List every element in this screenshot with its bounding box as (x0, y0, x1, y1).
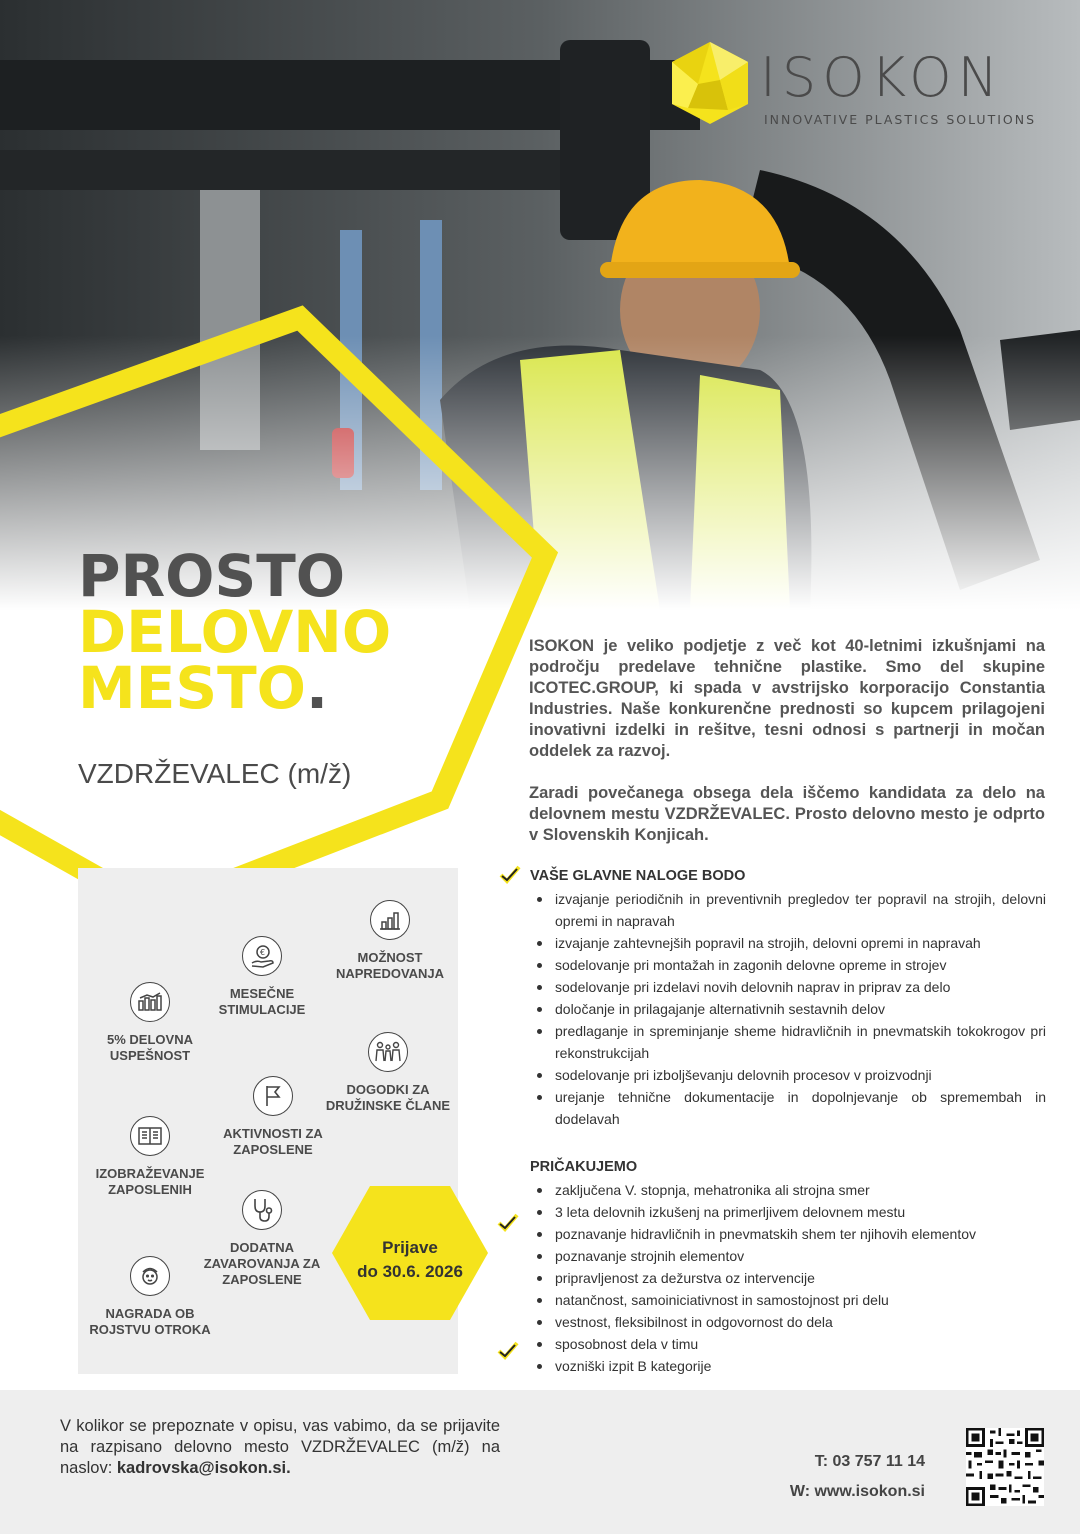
stethoscope-icon (242, 1190, 282, 1230)
growth-chart-icon (370, 900, 410, 940)
list-item: pripravljenost za dežurstva oz intervencije (530, 1267, 1046, 1289)
benefit-label: NAGRADA OB ROJSTVU OTROKA (89, 1306, 211, 1337)
benefit-label: DODATNA ZAVAROVANJA ZA ZAPOSLENE (203, 1240, 321, 1287)
list-item: izvajanje zahtevnejših popravil na strojih, delovni opremi in napravah (530, 932, 1046, 954)
list-item: sodelovanje pri izboljševanju delovnih procesov v proizvodnji (530, 1064, 1046, 1086)
apply-line-2: do 30.6. 2026 (357, 1262, 463, 1281)
list-item: sodelovanje pri montažah in zagonih delovne opreme in strojev (530, 954, 1046, 976)
check-icon (496, 1340, 520, 1362)
page-title (78, 542, 392, 722)
contact-phone: T: 03 757 11 14 (814, 1453, 925, 1470)
list-item: vestnost, fleksibilnost in odgovornost do dela (530, 1311, 1046, 1333)
list-item: sposobnost dela v timu (530, 1333, 1046, 1355)
expect-list (530, 1179, 1046, 1377)
tasks-list (530, 888, 1046, 1130)
title-dot: . (305, 654, 329, 722)
footer-invitation (60, 1416, 500, 1479)
qr-code-icon[interactable] (966, 1428, 1044, 1506)
footer-text: V kolikor se prepoznate v opisu, vas vabimo, da se prijavite na razpisano delovno mesto VZDRŽEVALEC (m/ž) na naslov: (60, 1417, 500, 1477)
list-item: izvajanje periodičnih in preventivnih pregledov ter popravil na strojih, delovni opremi in napravah (530, 888, 1046, 932)
title-line-3: MESTO (78, 654, 306, 722)
benefit-label: 5% DELOVNA USPEŠNOST (107, 1032, 193, 1063)
apply-deadline (330, 1236, 490, 1284)
list-item: vozniški izpit B kategorije (530, 1355, 1046, 1377)
list-item: sodelovanje pri izdelavi novih delovnih naprav in priprav za delo (530, 976, 1046, 998)
benefit-label: MOŽNOST NAPREDOVANJA (335, 950, 445, 981)
benefit-education (80, 1116, 220, 1198)
flag-icon (253, 1076, 293, 1116)
check-icon (496, 1212, 520, 1234)
company-intro (529, 636, 1045, 846)
logo-tagline: INNOVATIVE PLASTICS SOLUTIONS (764, 112, 1037, 127)
intro-paragraph-2: Zaradi povečanega obsega dela iščemo kandidata za delo na delovnem mestu VZDRŽEVALEC. Prosto delovno mesto je odprto v Slovenskih Konjicah. (529, 784, 1045, 844)
list-item: urejanje tehnične dokumentacije in dopolnjevanje ob spremembah in dodelavah (530, 1086, 1046, 1130)
apply-line-1: Prijave (382, 1238, 438, 1257)
expect-heading: PRIČAKUJEMO (530, 1159, 638, 1175)
list-item: predlaganje in spreminjanje sheme hidravličnih in pnevmatskih tokokrogov pri rekonstrukcijah (530, 1020, 1046, 1064)
benefit-label: DOGODKI ZA DRUŽINSKE ČLANE (325, 1082, 451, 1113)
svg-text:€: € (260, 948, 266, 957)
benefit-stimulation (192, 936, 332, 1018)
baby-icon (130, 1256, 170, 1296)
list-item: zaključena V. stopnja, mehatronika ali strojna smer (530, 1179, 1046, 1201)
benefit-label: IZOBRAŽEVANJE ZAPOSLENIH (95, 1166, 205, 1197)
chart-bars-icon (130, 982, 170, 1022)
tasks-heading: VAŠE GLAVNE NALOGE BODO (530, 868, 746, 884)
contact-email-link[interactable]: kadrovska@isokon.si. (116, 1459, 291, 1477)
title-line-2: DELOVNO (78, 598, 392, 666)
list-item: poznavanje strojnih elementov (530, 1245, 1046, 1267)
book-icon (130, 1116, 170, 1156)
check-icon (498, 864, 522, 886)
family-icon (368, 1032, 408, 1072)
logo-wordmark: ISOKON (760, 46, 1005, 109)
position-title: VZDRŽEVALEC (m/ž) (78, 758, 352, 789)
list-item: natančnost, samoiniciativnost in samostojnost pri delu (530, 1289, 1046, 1311)
intro-paragraph-1: ISOKON je veliko podjetje z več kot 40-letnimi izkušnjami na področju predelave tehnične plastike. Smo del skupine ICOTEC.GROUP, ki spada v avstrijsko korporacijo Constantia Industries. Naše konkurenčne prednosti so kupcem prilagojeni inovativni izdelki in rešitve, tesni odnosi s partnerji in močan oddelek za razvoj. (529, 637, 1045, 760)
benefit-advancement (320, 900, 460, 982)
list-item: poznavanje hidravličnih in pnevmatskih shem ter njihovih elementov (530, 1223, 1046, 1245)
benefit-activities (203, 1076, 343, 1158)
logo-hexagon-icon (668, 40, 752, 126)
isokon-logo (668, 40, 1048, 130)
contact-web-link[interactable]: W: www.isokon.si (789, 1483, 925, 1500)
benefit-birth-reward (80, 1256, 220, 1338)
title-line-1: PROSTO (78, 542, 346, 610)
list-item: 3 leta delovnih izkušenj na primerljivem delovnem mestu (530, 1201, 1046, 1223)
benefit-label: MESEČNE STIMULACIJE (218, 986, 306, 1017)
euro-hand-icon (242, 936, 282, 976)
list-item: določanje in prilagajanje alternativnih sestavnih delov (530, 998, 1046, 1020)
benefit-label: AKTIVNOSTI ZA ZAPOSLENE (223, 1126, 323, 1157)
